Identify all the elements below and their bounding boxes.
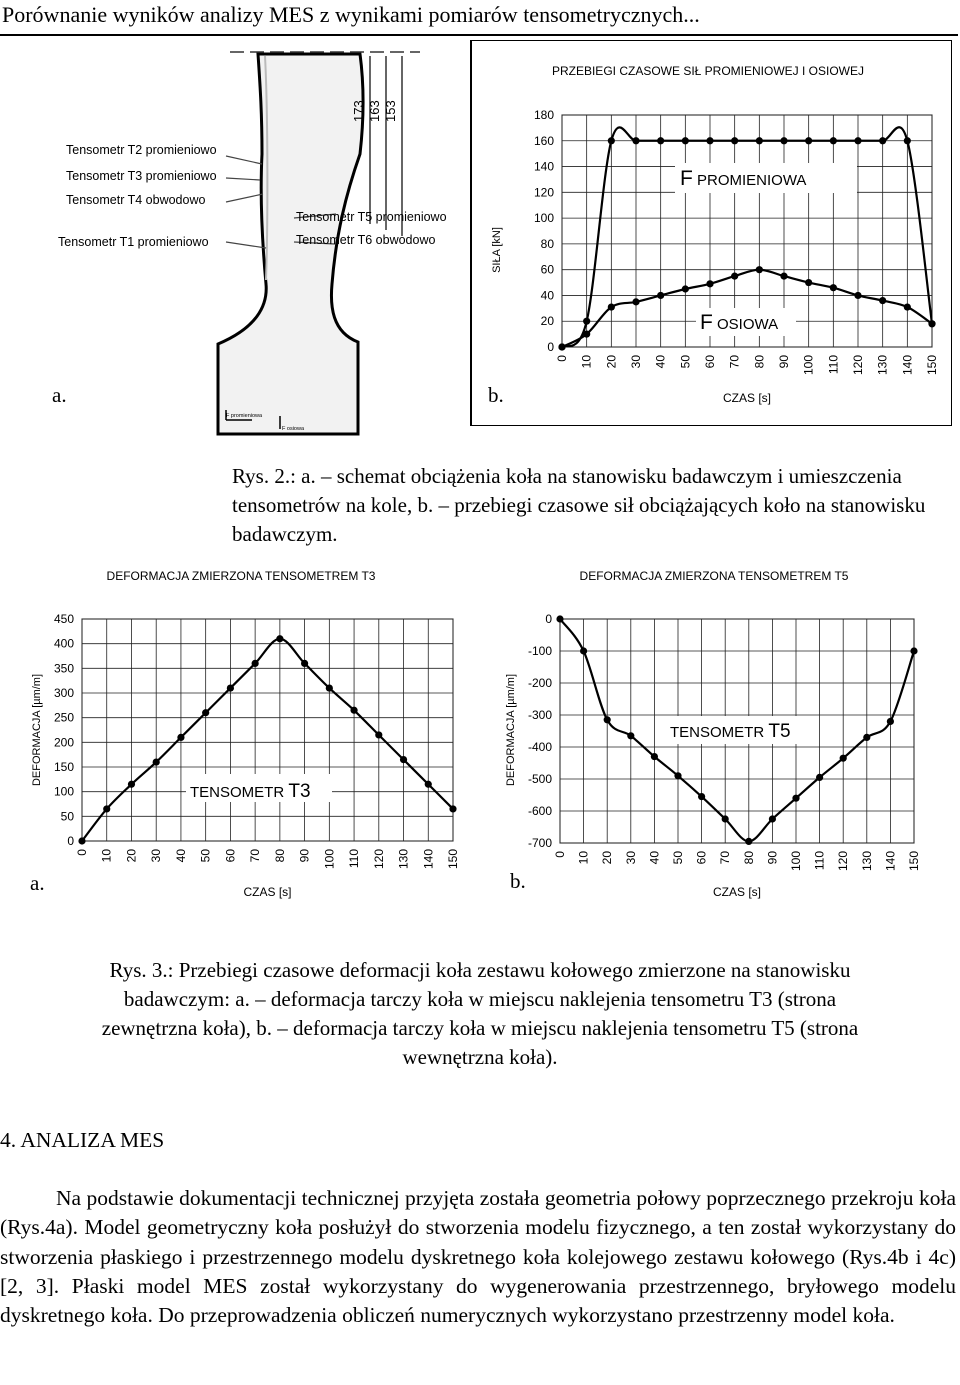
- data-point: [350, 707, 357, 714]
- data-point: [657, 292, 664, 299]
- data-point: [449, 805, 456, 812]
- data-point: [651, 753, 658, 760]
- x-axis-label: CZAS [s]: [712, 885, 762, 899]
- x-tick-label: 90: [765, 851, 780, 865]
- data-point: [840, 755, 847, 762]
- data-point: [854, 137, 861, 144]
- data-point: [910, 647, 917, 654]
- data-point: [276, 635, 283, 642]
- x-tick-label: 100: [789, 851, 803, 872]
- data-point: [792, 795, 799, 802]
- data-point: [928, 320, 935, 327]
- data-point: [556, 615, 563, 622]
- data-point: [153, 758, 160, 765]
- data-point: [682, 285, 689, 292]
- x-tick-label: 40: [173, 849, 188, 863]
- label-t3: Tensometr T3 promieniowo: [66, 169, 217, 183]
- data-point: [830, 284, 837, 291]
- chart-title: PRZEBIEGI CZASOWE SIŁ PROMIENIOWEJ I OSIOWEJ: [551, 64, 865, 78]
- x-tick-label: 120: [371, 849, 386, 870]
- y-tick-label: -300: [527, 708, 552, 722]
- x-tick-label: 20: [124, 849, 139, 863]
- chart-forces: [470, 40, 950, 430]
- data-point: [854, 292, 861, 299]
- data-point: [745, 838, 752, 845]
- data-point: [722, 815, 729, 822]
- x-tick-label: 100: [322, 849, 337, 870]
- x-tick-label: 100: [801, 355, 816, 376]
- panel-a-label: a.: [52, 383, 67, 407]
- x-tick-label: 30: [629, 355, 643, 369]
- panel-b-label: b.: [488, 383, 504, 407]
- fig3-caption-line3: zewnętrzna koła), b. – deformacja tarczy koła w miejscu naklejenia tensometru T5 (strona: [101, 1016, 859, 1040]
- x-tick-label: 50: [671, 851, 685, 865]
- x-tick-label: 110: [812, 851, 827, 871]
- data-point: [904, 137, 911, 144]
- data-point: [128, 781, 135, 788]
- data-point: [608, 303, 615, 310]
- label-t2: Tensometr T2 promieniowo: [66, 143, 217, 157]
- y-axis-label: SIŁA [kN]: [491, 227, 503, 273]
- x-tick-label: 20: [604, 355, 619, 369]
- x-tick-label: 80: [272, 849, 287, 863]
- x-tick-label: 10: [576, 851, 591, 865]
- dim-163: 163: [367, 100, 382, 122]
- x-tick-label: 90: [777, 355, 791, 369]
- data-point: [756, 137, 763, 144]
- x-tick-label: 110: [347, 849, 362, 869]
- data-point: [731, 273, 738, 280]
- chart-deformation-t3: [0, 560, 480, 930]
- y-tick-label: 40: [540, 288, 554, 303]
- x-tick-label: 60: [703, 355, 717, 369]
- header-title: Porównanie wyników analizy MES z wynikami pomiarów tensometrycznych...: [2, 2, 700, 27]
- x-tick-label: 110: [826, 355, 841, 375]
- data-point: [706, 137, 713, 144]
- x-tick-label: 30: [149, 849, 164, 863]
- y-tick-label: 150: [53, 760, 74, 774]
- data-point: [887, 718, 894, 725]
- fig3-caption-line1: Rys. 3.: Przebiegi czasowe deformacji koła zestawu kołowego zmierzone na stanowisku: [109, 958, 851, 982]
- label-f-radial: F promieniowa: [226, 413, 263, 419]
- x-tick-label: 80: [741, 851, 756, 865]
- data-point: [780, 273, 787, 280]
- page-header: [0, 0, 958, 36]
- y-tick-label: 60: [540, 262, 554, 277]
- x-tick-label: 150: [907, 851, 921, 872]
- x-tick-label: 20: [600, 851, 615, 865]
- x-tick-label: 140: [900, 355, 915, 376]
- fig3-caption-line2: badawczym: a. – deformacja tarczy koła w miejscu naklejenia tensometru T3 (strona: [123, 987, 837, 1011]
- x-tick-label: 50: [198, 849, 213, 863]
- section-paragraph: Na podstawie dokumentacji technicznej przyjęta została geometria połowy poprzecznego przekroju koła (Rys.4a). Model geometryczny koła posłużył do stworzenia modelu fizycznego, a ten został wykorzystany do stworzenia płaskiego i przestrzennego modelu dyskretnego koła kolejowego zestawu kołowego (Rys.4b i 4c) [2, 3]. Płaski model MES został wykorzystany do wygenerowania przestrzennego, bryłowego modelu dyskretnego koła. Do przeprowadzenia obliczeń numerycznych wykorzystano przestrzenny model koła.: [0, 1186, 956, 1328]
- x-tick-label: 90: [297, 849, 312, 863]
- data-point: [558, 343, 565, 350]
- wheel-schematic: [30, 44, 490, 436]
- panel-label-a: a.: [30, 871, 45, 895]
- y-tick-label: -200: [527, 676, 552, 690]
- data-point: [227, 684, 234, 691]
- x-tick-label: 50: [678, 355, 693, 369]
- label-t6: Tensometr T6 obwodowo: [296, 233, 436, 247]
- x-axis-label: CZAS [s]: [722, 391, 772, 405]
- data-point: [682, 137, 689, 144]
- y-tick-label: -500: [527, 772, 552, 786]
- y-axis-label: DEFORMACJA [µm/m]: [505, 673, 517, 787]
- label-f-axial: F osiowa: [282, 426, 305, 432]
- data-point: [698, 793, 705, 800]
- x-tick-label: 70: [248, 849, 263, 863]
- data-point: [375, 731, 382, 738]
- data-point: [632, 298, 639, 305]
- x-tick-label: 140: [883, 851, 898, 872]
- data-point: [805, 279, 812, 286]
- data-point: [425, 781, 432, 788]
- label-t1: Tensometr T1 promieniowo: [58, 235, 209, 249]
- x-tick-label: 150: [925, 355, 939, 376]
- data-point: [608, 137, 615, 144]
- data-point: [731, 137, 738, 144]
- panel-label-b: b.: [510, 869, 526, 893]
- y-axis-label: DEFORMACJA [µm/m]: [31, 673, 43, 787]
- fig3-caption-line4: wewnętrzna koła).: [402, 1045, 558, 1069]
- data-point: [816, 774, 823, 781]
- y-tick-label: 120: [533, 185, 554, 200]
- x-tick-label: 10: [99, 849, 114, 863]
- data-point: [580, 647, 587, 654]
- data-point: [604, 716, 611, 723]
- section-heading: 4. ANALIZA MES: [0, 1128, 165, 1152]
- plot-area: [82, 619, 453, 841]
- dim-173: 173: [351, 100, 366, 122]
- x-tick-label: 0: [555, 355, 569, 362]
- y-tick-label: -600: [527, 804, 552, 818]
- data-point: [400, 756, 407, 763]
- y-tick-label: -400: [527, 740, 552, 754]
- y-tick-label: 50: [60, 809, 74, 824]
- chart-title: DEFORMACJA ZMIERZONA TENSOMETREM T5: [579, 569, 849, 583]
- series-label-t5: TENSOMETR T5: [670, 721, 791, 742]
- x-tick-label: 70: [727, 355, 742, 369]
- y-tick-label: 80: [540, 236, 554, 251]
- fig2-caption: Rys. 2.: a. – schemat obciążenia koła na stanowisku badawczym i umieszczenia tensometrów na kole, b. – przebiegi czasowe sił obciążających koło na stanowisku badawczym.: [232, 464, 926, 546]
- y-tick-label: 20: [540, 314, 554, 329]
- data-point: [252, 660, 259, 667]
- y-tick-label: 450: [53, 612, 74, 626]
- y-tick-label: 160: [533, 133, 554, 148]
- y-tick-label: -100: [527, 644, 552, 658]
- chart-deformation-t5: [480, 560, 960, 930]
- data-point: [583, 318, 590, 325]
- y-tick-label: 100: [53, 784, 74, 799]
- y-tick-label: 200: [53, 735, 74, 750]
- x-tick-label: 140: [421, 849, 436, 870]
- data-point: [756, 266, 763, 273]
- data-point: [706, 280, 713, 287]
- x-tick-label: 130: [396, 849, 411, 870]
- data-point: [904, 303, 911, 310]
- x-tick-label: 60: [223, 849, 238, 863]
- series-label-radial: F PROMIENIOWA: [680, 167, 807, 190]
- x-tick-label: 80: [752, 355, 767, 369]
- series-label-t3: TENSOMETR T3: [190, 781, 311, 802]
- x-tick-label: 70: [718, 851, 733, 865]
- y-tick-label: 100: [533, 211, 554, 226]
- x-tick-label: 130: [859, 851, 874, 872]
- data-point: [657, 137, 664, 144]
- x-tick-label: 30: [623, 851, 638, 865]
- data-point: [583, 331, 590, 338]
- x-tick-label: 150: [446, 849, 460, 870]
- x-tick-label: 130: [875, 355, 890, 376]
- x-tick-label: 120: [851, 355, 865, 376]
- x-tick-label: 40: [653, 355, 668, 369]
- y-tick-label: -700: [527, 836, 552, 850]
- y-tick-label: 350: [53, 661, 74, 676]
- data-point: [326, 684, 333, 691]
- data-point: [177, 734, 184, 741]
- x-tick-label: 0: [75, 849, 89, 856]
- data-point: [780, 137, 787, 144]
- x-tick-label: 120: [836, 851, 851, 872]
- x-tick-label: 10: [579, 355, 594, 369]
- data-point: [301, 660, 308, 667]
- label-t4: Tensometr T4 obwodowo: [66, 193, 206, 207]
- x-tick-label: 0: [553, 851, 567, 858]
- series-label-axial: F OSIOWA: [700, 311, 779, 334]
- data-point: [202, 709, 209, 716]
- data-point: [879, 297, 886, 304]
- y-tick-label: 140: [533, 159, 554, 174]
- data-point: [863, 734, 870, 741]
- x-axis-label: CZAS [s]: [243, 885, 292, 899]
- data-point: [627, 732, 634, 739]
- data-point: [769, 815, 776, 822]
- data-point: [78, 837, 85, 844]
- x-tick-label: 40: [647, 851, 662, 865]
- y-tick-label: 0: [545, 612, 552, 626]
- data-point: [632, 137, 639, 144]
- data-point: [879, 137, 886, 144]
- data-point: [103, 805, 110, 812]
- chart-title: DEFORMACJA ZMIERZONA TENSOMETREM T3: [106, 569, 376, 583]
- label-t5: Tensometr T5 promieniowo: [296, 210, 447, 224]
- y-tick-label: 250: [53, 710, 74, 725]
- y-tick-label: 400: [53, 636, 74, 651]
- y-tick-label: 300: [53, 686, 74, 700]
- y-tick-label: 180: [533, 108, 554, 122]
- dim-153: 153: [383, 100, 398, 122]
- y-tick-label: 0: [547, 340, 554, 354]
- y-tick-label: 0: [67, 834, 74, 848]
- data-point: [674, 772, 681, 779]
- data-point: [805, 137, 812, 144]
- x-tick-label: 60: [694, 851, 709, 865]
- data-point: [830, 137, 837, 144]
